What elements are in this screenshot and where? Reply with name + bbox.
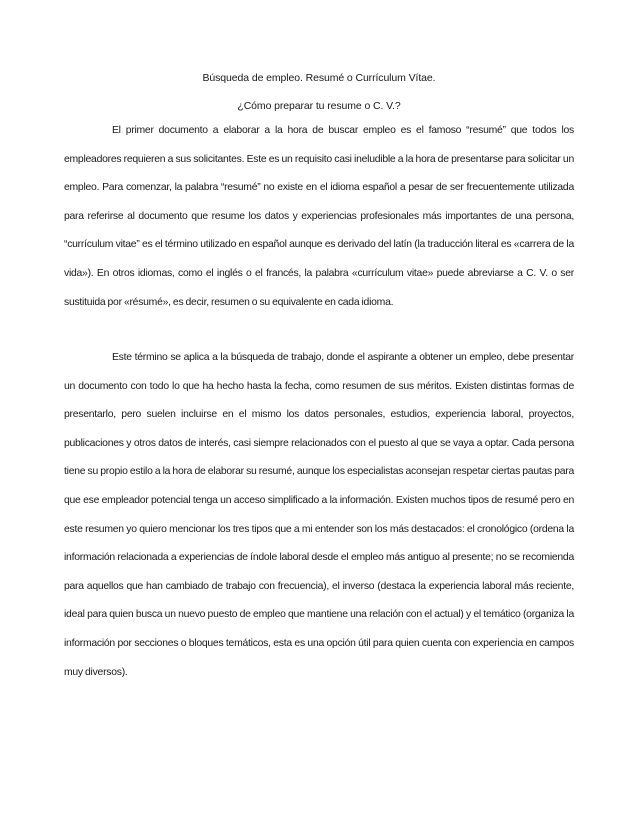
body-paragraph-2: Este término se aplica a la búsqueda de trabajo, donde el aspirante a obtener un empleo, debe presentar un documento con todo lo que ha hecho hasta la fecha, como resumen de sus méritos. Existen distintas formas de presentarlo, pero suelen incluirse en el mismo los datos personales, estudios, experiencia laboral, proyectos, publicaciones y otros datos de interés, casi siempre relacionados con el puesto al que se vaya a optar. Cada persona tiene su propio estilo a la hora de elaborar su resumé, aunque los especialistas aconsejan respetar ciertas pautas para que ese empleador potencial tenga un acceso simplificado a la información. Existen muchos tipos de resumé pero en este resumen yo quiero mencionar los tres tipos que a mi entender son los más destacados: el cronológico (ordena la información relacionada a experiencias de índole laboral desde el empleo más antiguo al presente; no se recomienda para aquellos que han cambiado de trabajo con frecuencia), el inverso (destaca la experiencia laboral más reciente, ideal para quien busca un nuevo puesto de empleo que mantiene una relación con el actual) y el temático (organiza la información por secciones o bloques temáticos, esta es una opción útil para quien cuenta con experiencia en campos muy diversos).	[64, 352, 574, 678]
body-paragraph-1: El primer documento a elaborar a la hora de buscar empleo es el famoso “resumé” que todos los empleadores requieren a sus solicitantes. Este es un requisito casi ineludible a la hora de presentarse para solicitar un empleo. Para comenzar, la palabra “resumé” no existe en el idioma español a pesar de ser frecuentemente utilizada para referirse al documento que resume los datos y experiencias profesionales más importantes de una persona, “currículum vitae” es el término utilizado en español aunque es derivado del latín (la traducción literal es «carrera de la vida»). En otros idiomas, como el inglés o el francés, la palabra «currículum vitae» puede abreviarse a C. V. o ser sustituida por «résumé», es decir, resumen o su equivalente en cada idioma.	[64, 125, 574, 308]
document-subtitle: ¿Cómo preparar tu resume o C. V.?	[237, 100, 401, 112]
document-title: Búsqueda de empleo. Resumé o Currículum Vítae.	[202, 72, 436, 84]
